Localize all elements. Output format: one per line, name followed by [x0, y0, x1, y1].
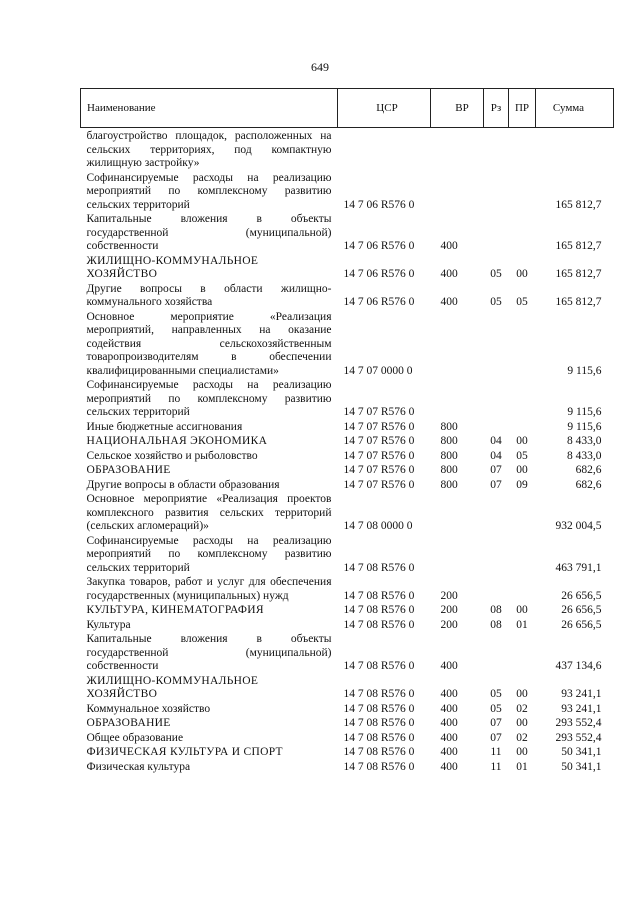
row-rz — [484, 172, 509, 214]
row-sum: 165 812,7 — [555, 198, 602, 211]
row-vr: 400 — [440, 688, 458, 700]
row-name: Капитальные вложения в объекты государственной (муниципальной) собственности — [86, 213, 332, 252]
table-row — [81, 633, 614, 675]
row-rz: 08 — [490, 604, 502, 616]
table-row — [81, 435, 614, 450]
row-pr: 02 — [516, 731, 528, 744]
row-vr: 400 — [440, 702, 458, 715]
row-sum: 9 115,6 — [567, 406, 602, 418]
table-row — [81, 535, 614, 577]
row-csr: 14 7 07 R576 0 — [343, 478, 415, 491]
row-vr: 400 — [440, 296, 458, 308]
row-pr: 09 — [516, 478, 528, 491]
row-rz — [484, 421, 509, 436]
table-row — [81, 379, 614, 421]
row-sum: 9 115,6 — [567, 364, 602, 377]
row-csr: 14 7 08 R576 0 — [343, 604, 415, 616]
row-name: ОБРАЗОВАНИЕ — [86, 464, 171, 476]
table-row — [81, 283, 614, 311]
table-row — [81, 255, 614, 283]
table-row — [81, 732, 614, 747]
table-row — [81, 213, 614, 255]
row-pr: 01 — [516, 760, 528, 773]
row-rz: 05 — [490, 688, 502, 700]
row-name: Софинансируемые расходы на реализацию мероприятий по комплексному развитию сельских территорий — [86, 379, 332, 418]
row-pr: 02 — [516, 702, 528, 715]
row-csr: 14 7 06 R576 0 — [343, 198, 415, 211]
row-csr: 14 7 07 R576 0 — [343, 420, 415, 433]
row-name: Коммунальное хозяйство — [86, 702, 211, 715]
row-vr: 800 — [440, 464, 458, 476]
row-name: Закупка товаров, работ и услуг для обеспечения государственных (муниципальных) нужд — [86, 576, 332, 602]
row-sum: 165 812,7 — [555, 296, 602, 308]
row-rz — [484, 576, 509, 604]
row-vr: 400 — [440, 760, 458, 773]
table-header-row — [81, 89, 614, 128]
table-row — [81, 421, 614, 436]
row-csr: 14 7 08 R576 0 — [343, 589, 415, 602]
row-sum: 93 241,1 — [561, 702, 602, 715]
table-body — [81, 128, 614, 776]
row-sum: 8 433,0 — [567, 449, 602, 462]
row-pr — [509, 128, 536, 172]
row-vr — [431, 311, 484, 380]
row-rz: 05 — [490, 296, 502, 308]
table-row — [81, 311, 614, 380]
row-csr: 14 7 08 R576 0 — [343, 717, 415, 729]
row-vr — [431, 379, 484, 421]
row-rz — [484, 493, 509, 535]
row-name: Капитальные вложения в объекты государственной (муниципальной) собственности — [86, 633, 332, 672]
row-name: НАЦИОНАЛЬНАЯ ЭКОНОМИКА — [86, 435, 268, 447]
row-name: Софинансируемые расходы на реализацию мероприятий по комплексному развитию сельских территорий — [86, 171, 332, 211]
table-row — [81, 703, 614, 718]
row-sum: 437 134,6 — [555, 660, 602, 672]
row-sum: 165 812,7 — [555, 240, 602, 252]
row-csr: 14 7 08 R576 0 — [343, 688, 415, 700]
row-vr — [431, 493, 484, 535]
row-pr: 01 — [516, 618, 528, 631]
row-name: ФИЗИЧЕСКАЯ КУЛЬТУРА И СПОРТ — [86, 746, 283, 758]
row-pr — [509, 576, 536, 604]
header-pr: ПР — [509, 89, 536, 128]
row-sum: 26 656,5 — [561, 604, 602, 616]
row-sum: 293 552,4 — [555, 731, 602, 744]
row-csr: 14 7 07 R576 0 — [343, 449, 415, 462]
row-rz — [484, 535, 509, 577]
row-vr: 400 — [440, 240, 458, 252]
table-row — [81, 761, 614, 776]
row-csr: 14 7 08 R576 0 — [343, 746, 415, 758]
row-rz: 07 — [490, 464, 502, 476]
header-name: Наименование — [81, 89, 338, 128]
table-row — [81, 128, 614, 172]
row-csr: 14 7 08 0000 0 — [343, 520, 413, 532]
row-csr: 14 7 08 R576 0 — [343, 731, 415, 744]
row-pr: 05 — [516, 449, 528, 462]
header-csr: ЦСР — [338, 89, 431, 128]
budget-table — [80, 88, 614, 775]
row-pr — [509, 213, 536, 255]
table-row — [81, 464, 614, 479]
row-pr: 00 — [516, 717, 528, 729]
row-vr: 400 — [440, 731, 458, 744]
row-rz: 07 — [490, 731, 502, 744]
row-csr: 14 7 08 R576 0 — [343, 618, 415, 631]
row-name: Другие вопросы в области жилищно-коммунального хозяйства — [86, 282, 332, 308]
row-pr — [509, 535, 536, 577]
row-vr: 800 — [440, 420, 458, 433]
row-sum: 26 656,5 — [561, 618, 602, 631]
row-pr — [509, 311, 536, 380]
row-name: Основное мероприятие «Реализация проектов комплексного развития сельских территорий (сельских агломераций)» — [86, 493, 332, 532]
row-pr: 00 — [516, 746, 528, 758]
row-vr: 200 — [440, 604, 458, 616]
table-row — [81, 717, 614, 732]
row-csr: 14 7 06 R576 0 — [343, 296, 415, 308]
row-name: Другие вопросы в области образования — [86, 478, 280, 491]
row-sum: 293 552,4 — [555, 717, 602, 729]
row-pr: 05 — [516, 296, 528, 308]
row-pr — [509, 421, 536, 436]
row-sum: 682,6 — [575, 478, 602, 491]
table-row — [81, 675, 614, 703]
table-row — [81, 746, 614, 761]
row-sum: 932 004,5 — [555, 520, 602, 532]
row-name: Культура — [86, 618, 131, 631]
row-vr — [431, 128, 484, 172]
row-vr: 400 — [440, 717, 458, 729]
table-row — [81, 450, 614, 465]
row-name: благоустройство площадок, расположенных на сельских территориях, под компактную жилищную застройку» — [86, 130, 332, 169]
row-csr: 14 7 08 R576 0 — [343, 561, 415, 574]
row-name: Иные бюджетные ассигнования — [86, 420, 243, 433]
table-row — [81, 493, 614, 535]
header-rz: Рз — [484, 89, 509, 128]
row-sum: 93 241,1 — [561, 688, 602, 700]
row-rz — [484, 379, 509, 421]
row-sum: 165 812,7 — [555, 268, 602, 280]
row-name: ЖИЛИЩНО-КОММУНАЛЬНОЕ ХОЗЯЙСТВО — [86, 674, 259, 700]
row-name: ЖИЛИЩНО-КОММУНАЛЬНОЕ ХОЗЯЙСТВО — [86, 254, 259, 280]
row-vr: 200 — [440, 618, 458, 631]
row-vr: 400 — [440, 268, 458, 280]
row-name: Общее образование — [86, 731, 184, 744]
row-sum: 682,6 — [575, 464, 602, 476]
row-name: Софинансируемые расходы на реализацию мероприятий по комплексному развитию сельских территорий — [86, 534, 332, 574]
row-name: Физическая культура — [86, 760, 191, 773]
row-sum: 463 791,1 — [555, 561, 602, 574]
row-rz: 07 — [490, 478, 502, 491]
row-pr: 00 — [516, 604, 528, 616]
row-rz — [484, 128, 509, 172]
row-rz: 04 — [490, 435, 502, 447]
row-rz: 11 — [490, 760, 502, 773]
row-vr: 400 — [440, 660, 458, 672]
row-vr: 400 — [440, 746, 458, 758]
row-sum: 50 341,1 — [561, 746, 602, 758]
row-sum: 26 656,5 — [561, 589, 602, 602]
row-rz — [484, 311, 509, 380]
row-name: ОБРАЗОВАНИЕ — [86, 717, 171, 729]
table-row — [81, 604, 614, 619]
row-csr: 14 7 06 R576 0 — [343, 240, 415, 252]
table-row — [81, 619, 614, 634]
row-pr: 00 — [516, 688, 528, 700]
row-csr: 14 7 07 R576 0 — [343, 406, 415, 418]
row-sum: 50 341,1 — [561, 760, 602, 773]
row-rz — [484, 633, 509, 675]
row-pr — [509, 172, 536, 214]
row-csr — [338, 128, 431, 172]
row-name: КУЛЬТУРА, КИНЕМАТОГРАФИЯ — [86, 604, 264, 616]
row-rz: 05 — [490, 268, 502, 280]
row-csr: 14 7 07 0000 0 — [343, 364, 413, 377]
row-pr: 00 — [516, 464, 528, 476]
row-csr: 14 7 08 R576 0 — [343, 660, 415, 672]
row-csr: 14 7 08 R576 0 — [343, 760, 415, 773]
row-sum — [536, 128, 614, 172]
row-sum: 9 115,6 — [567, 420, 602, 433]
row-csr: 14 7 07 R576 0 — [343, 464, 415, 476]
row-rz: 08 — [490, 618, 502, 631]
row-csr: 14 7 08 R576 0 — [343, 702, 415, 715]
row-vr — [431, 535, 484, 577]
row-rz: 07 — [490, 717, 502, 729]
row-rz: 04 — [490, 449, 502, 462]
header-vr: ВР — [431, 89, 484, 128]
row-pr — [509, 633, 536, 675]
row-pr — [509, 379, 536, 421]
row-vr: 800 — [440, 435, 458, 447]
row-vr: 800 — [440, 449, 458, 462]
row-name: Основное мероприятие «Реализация мероприятий, направленных на оказание содействия сельскохозяйственным товаропроизводителям в обеспечении квалифицированными специалистами» — [86, 310, 332, 377]
row-vr: 800 — [440, 478, 458, 491]
row-rz: 05 — [490, 702, 502, 715]
row-name: Сельское хозяйство и рыболовство — [86, 449, 258, 462]
row-csr: 14 7 07 R576 0 — [343, 435, 415, 447]
table-row — [81, 172, 614, 214]
row-csr: 14 7 06 R576 0 — [343, 268, 415, 280]
row-sum: 8 433,0 — [567, 435, 602, 447]
row-pr: 00 — [516, 435, 528, 447]
row-rz: 11 — [490, 746, 502, 758]
row-pr — [509, 493, 536, 535]
row-rz — [484, 213, 509, 255]
row-pr: 00 — [516, 268, 528, 280]
table-row — [81, 479, 614, 494]
table-header — [81, 89, 614, 128]
header-sum: Сумма — [536, 89, 614, 128]
page-number: 649 — [311, 60, 329, 74]
table-row — [81, 576, 614, 604]
row-vr: 200 — [440, 589, 458, 602]
row-vr — [431, 172, 484, 214]
